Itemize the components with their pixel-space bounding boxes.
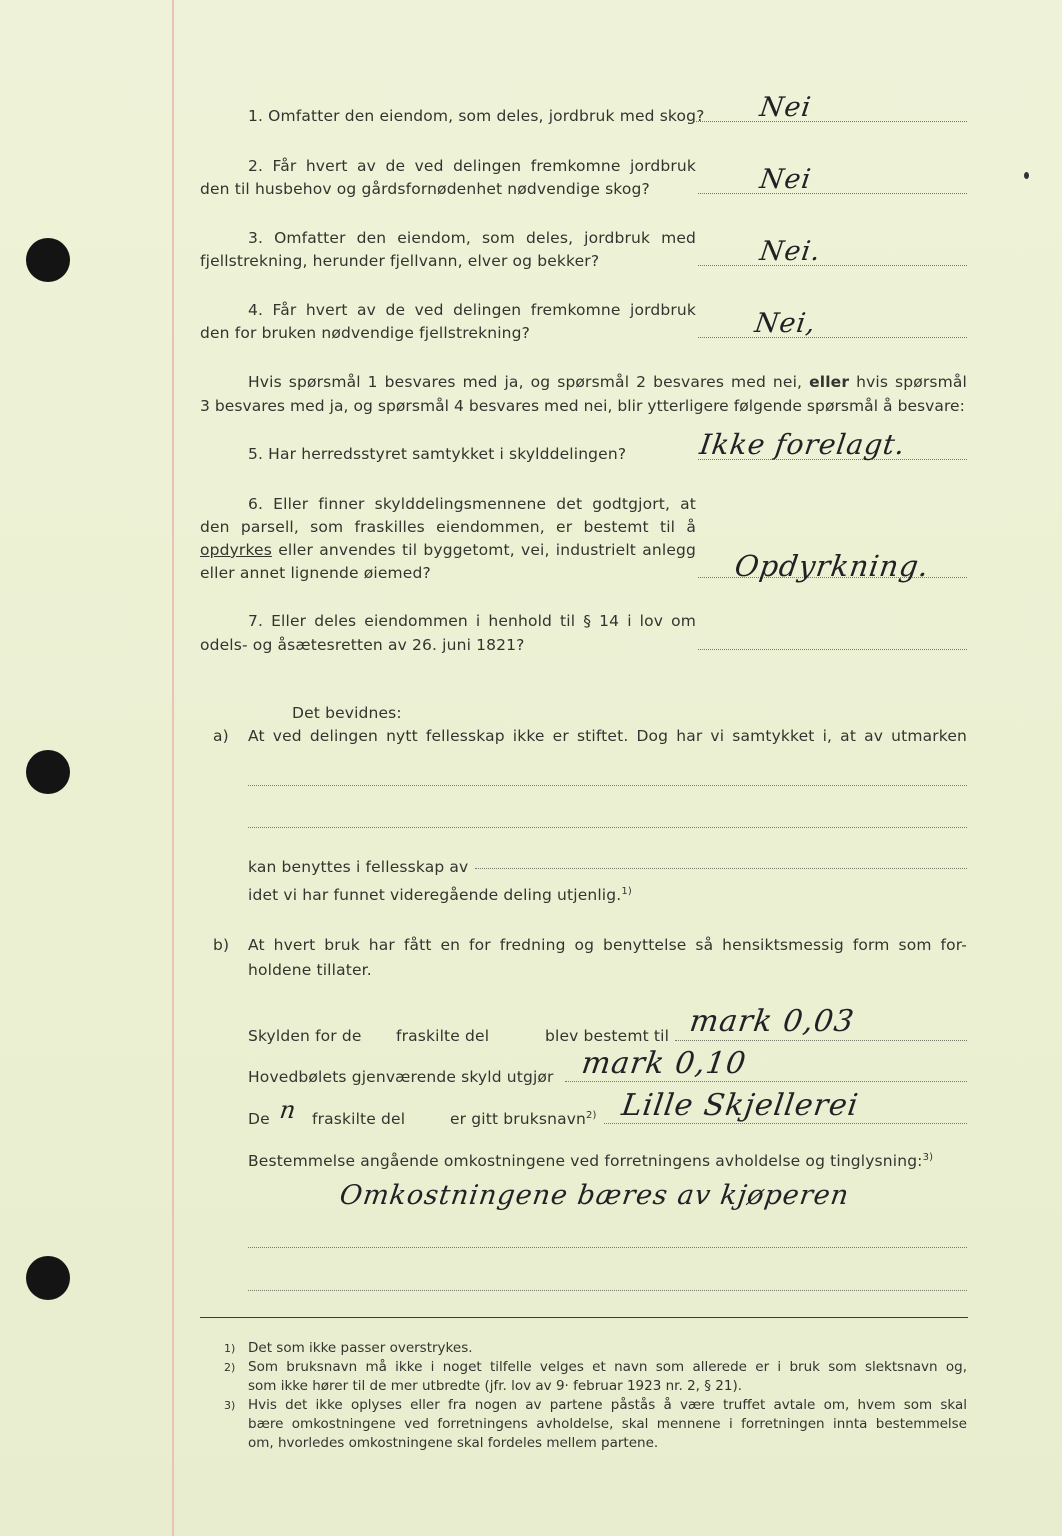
margin-line <box>172 0 174 1536</box>
footnote-3-line-2: bære omkostningene ved forretningens avholdelse, skal mennene i forretningen innta bestemmelse <box>248 1416 967 1432</box>
question-3-line-1: 3. Omfatter den eiendom, som deles, jordbruk med <box>248 229 696 247</box>
condition-text-a: Hvis spørsmål 1 besvares med ja, og spørsmål 2 besvares med nei, <box>248 373 803 391</box>
condition-line-2: 3 besvares med ja, og spørsmål 4 besvares med nei, blir ytterligere følgende spørsmål å besvare: <box>200 397 965 415</box>
footnote-3-line-1: Hvis det ikke oplyses eller fra nogen av partene påstås å være truffet avtale om, hvem som skal <box>248 1397 967 1413</box>
footnote-2-line-2: som ikke hører til de mer utbredte (jfr. lov av 9· februar 1923 nr. 2, § 21). <box>248 1378 743 1394</box>
farm-name-label-a: De <box>248 1110 270 1128</box>
costs-line <box>248 1290 967 1291</box>
question-3-line-2: fjellstrekning, herunder fjellvann, elver og bekker? <box>200 252 600 270</box>
costs-line <box>248 1247 967 1248</box>
common-use-text: idet vi har funnet videregående deling utjenlig. <box>248 886 622 904</box>
condition-line-1 <box>248 371 967 394</box>
farm-name-line <box>604 1123 967 1124</box>
costs-value: Omkostningene bæres av kjøperen <box>337 1180 852 1211</box>
question-6-line-4: eller annet lignende øiemed? <box>200 564 431 582</box>
question-7-line-2: odels- og åsætesretten av 26. juni 1821? <box>200 636 525 654</box>
question-6-line-2: den parsell, som fraskilles eiendommen, er bestemt til å <box>200 518 696 536</box>
farm-name-correction: n <box>278 1096 299 1124</box>
answer-line-7 <box>698 649 967 650</box>
item-a-text: At ved delingen nytt fellesskap ikke er stiftet. Dog har vi samtykket i, at av utmarken <box>248 727 967 745</box>
main-farm-skyld-line <box>565 1081 967 1082</box>
question-6-line-1: 6. Eller finner skylddelingsmennene det godtgjort, at <box>248 495 696 513</box>
answer-1: Nei <box>757 92 814 123</box>
answer-5: Ikke forelagt. <box>697 428 908 461</box>
item-a-label: a) <box>213 727 229 745</box>
common-use-line-2 <box>248 884 632 907</box>
footnote-ref-1: 1) <box>621 885 632 897</box>
footnote-3-line-3: om, hvorledes omkostningene skal fordeles mellem partene. <box>248 1435 659 1451</box>
condition-bold: eller <box>809 373 850 391</box>
answer-line-1 <box>694 121 967 122</box>
question-1: 1. Omfatter den eiendom, som deles, jordbruk med skog? <box>248 107 705 125</box>
ink-spot <box>1024 172 1029 179</box>
common-use-line <box>475 868 967 869</box>
costs-label-text: Bestemmelse angående omkostningene ved forretningens avholdelse og tinglysning: <box>248 1152 923 1170</box>
footnote-marker-1: 1) <box>224 1342 236 1355</box>
question-5: 5. Har herredsstyret samtykket i skylddelingen? <box>248 445 627 463</box>
item-b-label: b) <box>213 936 230 954</box>
punch-hole <box>26 238 70 282</box>
condition-text-b: hvis spørsmål <box>856 373 968 391</box>
question-6-line-3-rest: eller anvendes til byggetomt, vei, industrielt anlegg <box>278 541 696 559</box>
footnote-marker-3: 3) <box>224 1399 236 1412</box>
main-farm-skyld-label: Hovedbølets gjenværende skyld utgjør <box>248 1068 554 1086</box>
punch-hole <box>26 1256 70 1300</box>
answer-line-3 <box>698 265 967 266</box>
costs-label <box>248 1150 933 1173</box>
answer-2: Nei <box>757 164 814 195</box>
skyld-label-c: blev bestemt til <box>545 1027 670 1045</box>
blank-line <box>248 827 967 828</box>
answer-line-4 <box>698 337 967 338</box>
farm-name-label-text: er gitt bruksnavn <box>450 1110 587 1128</box>
underlined-word: opdyrkes <box>200 541 272 559</box>
skyld-label-a: Skylden for de <box>248 1027 362 1045</box>
item-b-line-2: holdene tillater. <box>248 961 372 979</box>
punch-hole <box>26 750 70 794</box>
skyld-value: mark 0,03 <box>687 1004 857 1039</box>
answer-3: Nei. <box>757 236 824 267</box>
footnote-2-line-1: Som bruksnavn må ikke i noget tilfelle velges et navn som allerede er i bruk som slektsnavn og, <box>248 1359 967 1375</box>
attest-heading: Det bevidnes: <box>292 704 402 722</box>
footnote-marker-2: 2) <box>224 1361 236 1374</box>
question-2-line-2: den til husbehov og gårdsfornødenhet nødvendige skog? <box>200 180 650 198</box>
farm-name-label-c <box>450 1108 597 1131</box>
skyld-line <box>675 1040 967 1041</box>
footnote-ref-2: 2) <box>586 1109 597 1121</box>
question-7-line-1: 7. Eller deles eiendommen i henhold til § 14 i lov om <box>248 612 696 630</box>
answer-line-2 <box>698 193 967 194</box>
footnote-1: Det som ikke passer overstrykes. <box>248 1340 473 1356</box>
question-2-line-1: 2. Får hvert av de ved delingen fremkomne jordbruk <box>248 157 696 175</box>
question-4-line-1: 4. Får hvert av de ved delingen fremkomne jordbruk <box>248 301 696 319</box>
item-b-line-1: At hvert bruk har fått en for fredning og benyttelse så hensiktsmessig form som for- <box>248 936 967 954</box>
common-use-label: kan benyttes i fellesskap av <box>248 858 469 876</box>
footnote-rule <box>200 1317 968 1318</box>
footnote-ref-3: 3) <box>922 1151 934 1163</box>
skyld-label-b: fraskilte del <box>396 1027 490 1045</box>
main-farm-skyld-value: mark 0,10 <box>579 1046 749 1081</box>
answer-4: Nei, <box>752 308 819 339</box>
blank-line <box>248 785 967 786</box>
farm-name-value: Lille Skjellerei <box>619 1088 861 1123</box>
question-6-line-3 <box>200 539 696 562</box>
farm-name-label-b: fraskilte del <box>312 1110 406 1128</box>
answer-6: Opdyrkning. <box>732 549 932 583</box>
question-4-line-2: den for bruken nødvendige fjellstrekning? <box>200 324 531 342</box>
